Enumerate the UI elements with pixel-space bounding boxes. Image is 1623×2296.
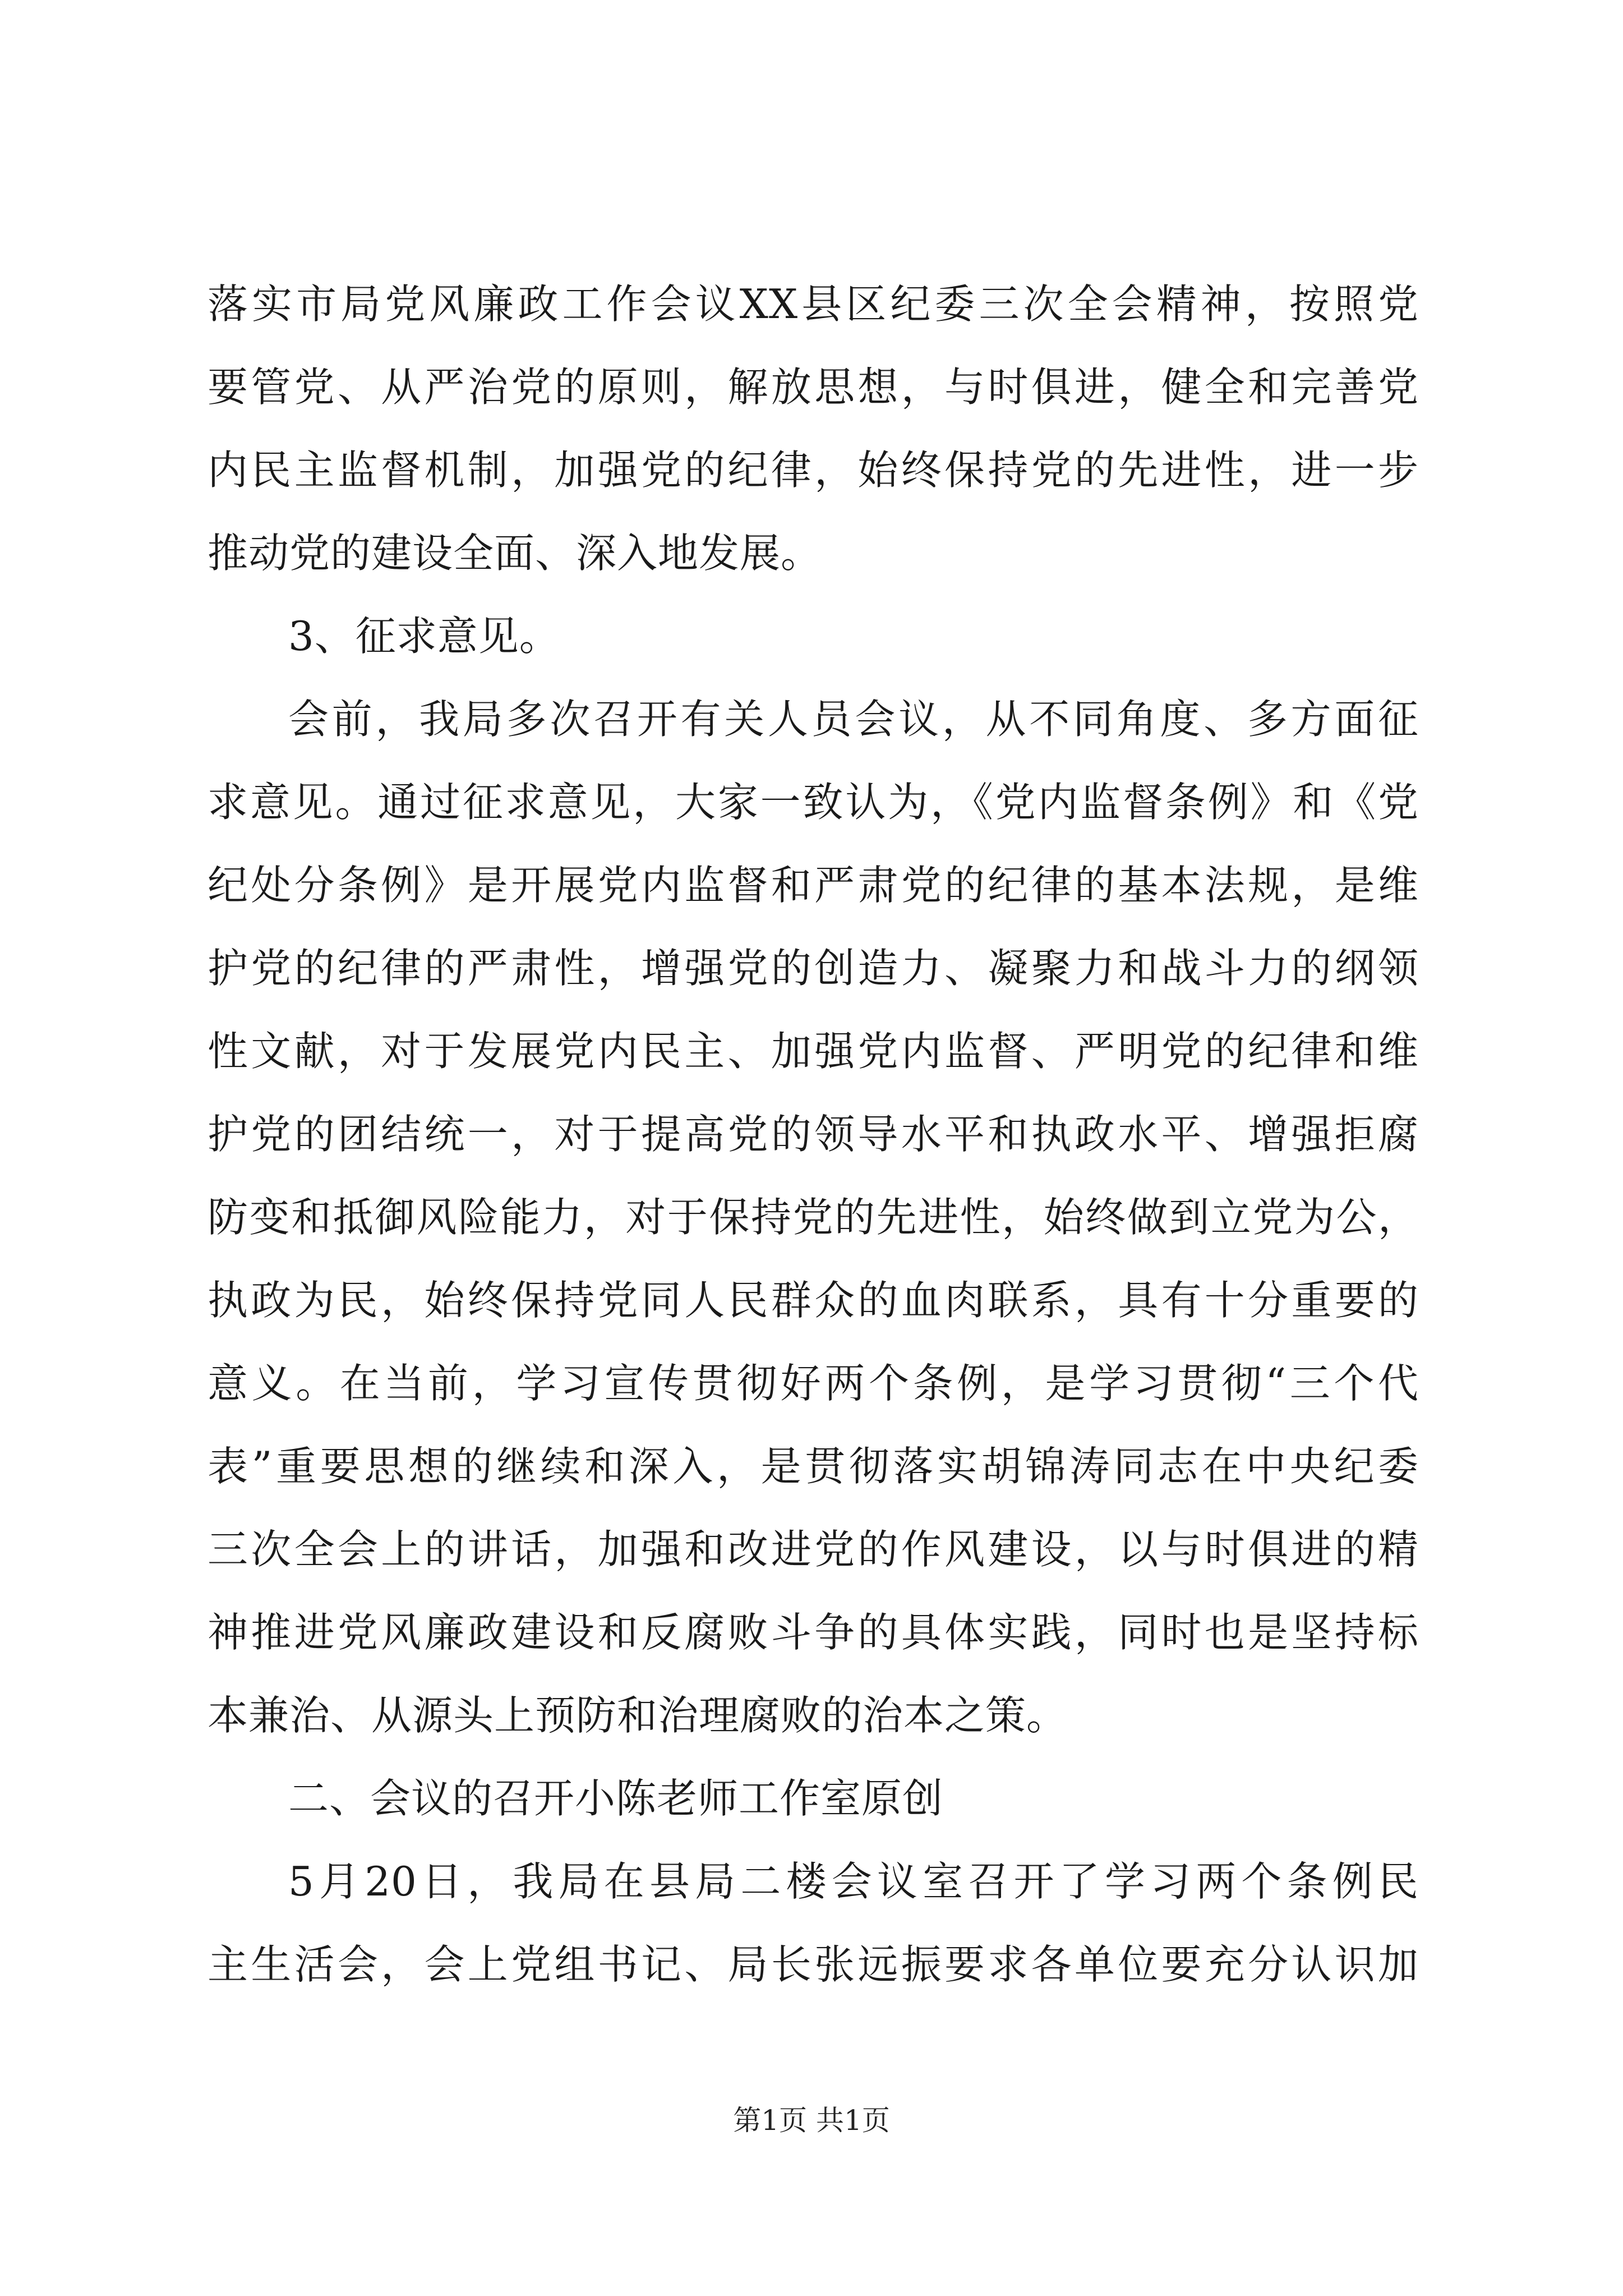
paragraph-line: 意义。在当前，学习宣传贯彻好两个条例，是学习贯彻“三个代 xyxy=(208,1360,1419,1407)
page-number-footer: 第1页 共1页 xyxy=(733,2104,890,2137)
paragraph-line: 神推进党风廉政建设和反腐败斗争的具体实践，同时也是坚持标 xyxy=(208,1609,1419,1656)
paragraph-line: 5月20日，我局在县局二楼会议室召开了学习两个条例民 xyxy=(288,1858,1419,1905)
paragraph-line: 内民主监督机制，加强党的纪律，始终保持党的先进性，进一步 xyxy=(208,447,1419,494)
paragraph-line: 三次全会上的讲话，加强和改进党的作风建设，以与时俱进的精 xyxy=(208,1526,1419,1573)
paragraph-line: 本兼治、从源头上预防和治理腐败的治本之策。 xyxy=(208,1692,1068,1739)
paragraph-line: 执政为民，始终保持党同人民群众的血肉联系，具有十分重要的 xyxy=(208,1277,1419,1324)
paragraph-line: 落实市局党风廉政工作会议XX县区纪委三次全会精神，按照党 xyxy=(208,280,1419,328)
section-heading: 二、会议的召开小陈老师工作室原创 xyxy=(288,1775,944,1822)
paragraph-line: 主生活会，会上党组书记、局长张远振要求各单位要充分认识加 xyxy=(208,1941,1419,1988)
paragraph-line: 推动党的建设全面、深入地发展。 xyxy=(208,530,822,577)
paragraph-line: 性文献，对于发展党内民主、加强党内监督、严明党的纪律和维 xyxy=(208,1028,1419,1075)
paragraph-line: 表”重要思想的继续和深入，是贯彻落实胡锦涛同志在中央纪委 xyxy=(208,1443,1419,1490)
paragraph-line: 纪处分条例》是开展党内监督和严肃党的纪律的基本法规，是维 xyxy=(208,862,1419,909)
paragraph-line: 会前，我局多次召开有关人员会议，从不同角度、多方面征 xyxy=(288,696,1419,743)
document-body xyxy=(208,263,1419,2006)
section-heading: 3、征求意见。 xyxy=(288,613,560,660)
paragraph-line: 护党的纪律的严肃性，增强党的创造力、凝聚力和战斗力的纲领 xyxy=(208,945,1419,992)
paragraph-line: 求意见。通过征求意见，大家一致认为，《党内监督条例》和《党 xyxy=(208,779,1419,826)
paragraph-line: 要管党、从严治党的原则，解放思想，与时俱进，健全和完善党 xyxy=(208,364,1419,411)
paragraph-line: 防变和抵御风险能力，对于保持党的先进性，始终做到立党为公， xyxy=(208,1194,1419,1241)
paragraph-line: 护党的团结统一，对于提高党的领导水平和执政水平、增强拒腐 xyxy=(208,1111,1419,1158)
